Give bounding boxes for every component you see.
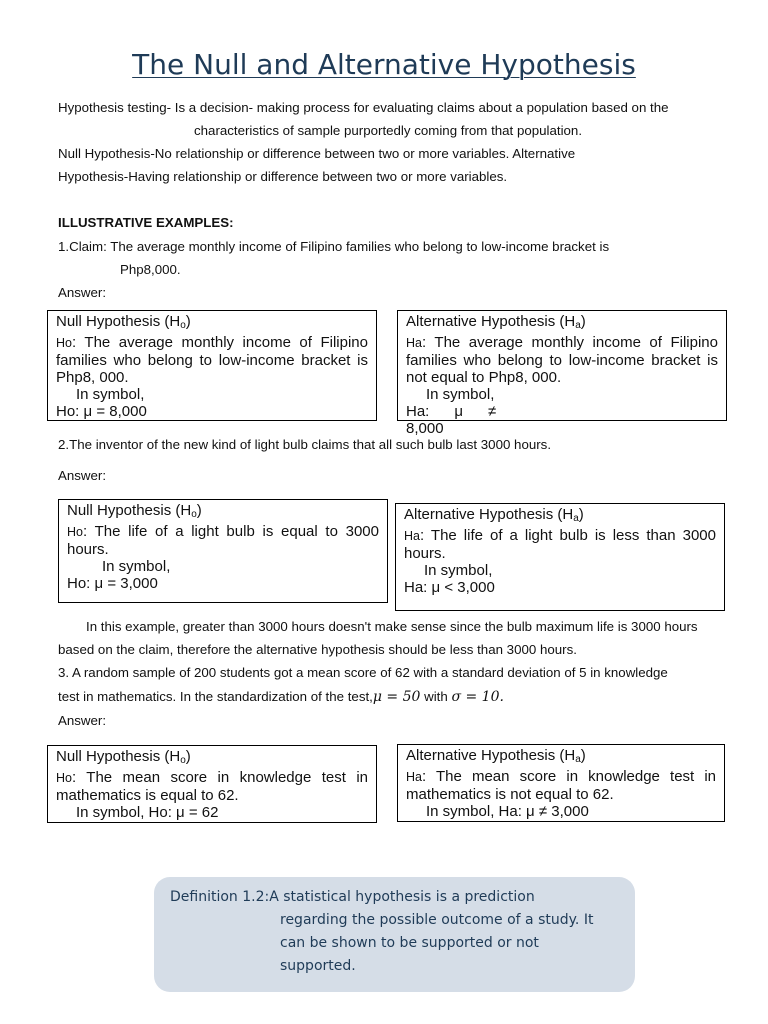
alt-symbol: Ha: μ < 3,000 (404, 579, 495, 596)
alt-heading: Alternative Hypothesis $(H_a)$ (406, 747, 586, 765)
intro-line-2: characteristics of sample purportedly coming from that population. (194, 123, 583, 138)
alt-symbol-cut: 8,000 (406, 420, 444, 437)
definition-box (154, 877, 635, 992)
intro-line-1: Hypothesis testing- Is a decision- making process for evaluating claims about a population based on the (58, 100, 669, 115)
alt-heading: Alternative Hypothesis $(H_a)$ (406, 313, 586, 331)
example2-null-box (58, 499, 388, 603)
example3-claim-line-1: 3. A random sample of 200 students got a mean score of 62 with a standard deviation of 5 in knowledge (58, 665, 668, 680)
example2-explanation-line-2: based on the claim, therefore the alternative hypothesis should be less than 3000 hours. (58, 642, 577, 657)
example1-alt-box (397, 310, 727, 437)
null-body: Ho: The mean score in knowledge test in mathematics is equal to 62. (56, 769, 368, 804)
alt-body: Ha: The average monthly income of Filipino families who belong to low-income bracket is not equal to Php8, 000. (406, 334, 718, 386)
null-heading: Null Hypothesis $(H_o)$ (56, 313, 191, 331)
definition-line-3: can be shown to be supported or not (280, 935, 539, 951)
example1-answer-label: Answer: (58, 285, 107, 300)
alt-body: Ha: The life of a light bulb is less than 3000 hours. (404, 527, 716, 562)
example3-answer-label: Answer: (58, 713, 107, 728)
null-symbol-intro: In symbol, (102, 558, 171, 575)
alt-symbol: Ha: μ ≠ (406, 403, 497, 420)
null-symbol-intro: In symbol, (76, 386, 145, 403)
intro-line-4: Hypothesis-Having relationship or difference between two or more variables. (58, 169, 508, 184)
example2-alt-box (395, 503, 725, 611)
examples-heading: ILLUSTRATIVE EXAMPLES: (58, 215, 234, 230)
example2-answer-label: Answer: (58, 468, 107, 483)
example2-explanation-line-1: In this example, greater than 3000 hours doesn't make sense since the bulb maximum life is 3000 hours (86, 619, 698, 634)
alt-body: Ha: The mean score in knowledge test in mathematics is not equal to 62. (406, 768, 716, 803)
intro-line-3: Null Hypothesis-No relationship or difference between two or more variables. Alternative (58, 146, 576, 161)
example2-claim: 2.The inventor of the new kind of light bulb claims that all such bulb last 3000 hours. (58, 437, 552, 452)
null-body: Ho: The average monthly income of Filipino families who belong to low-income bracket is Php8, 000. (56, 334, 368, 386)
alt-symbol-intro: In symbol, (426, 386, 495, 403)
definition-line-2: regarding the possible outcome of a study. It (280, 912, 594, 928)
sigma-equation: σ = 10. (451, 689, 504, 705)
null-body: Ho: The life of a light bulb is equal to 3000 hours. (67, 523, 379, 558)
definition-lead: Definition 1.2: (170, 889, 270, 905)
null-heading: Null Hypothesis $(H_o)$ (67, 502, 202, 520)
example1-claim-line-1: 1.Claim: The average monthly income of Filipino families who belong to low-income bracket is (58, 239, 610, 254)
example3-null-box (47, 745, 377, 823)
mu-equation: μ = 50 (372, 689, 421, 705)
page-title: The Null and Alternative Hypothesis (132, 48, 636, 81)
alt-symbol: In symbol, Ha: μ ≠ 3,000 (426, 803, 589, 820)
example3-alt-box (397, 744, 725, 822)
null-symbol: Ho: μ = 3,000 (67, 575, 158, 592)
example3-claim-line-2: test in mathematics. In the standardization of the test,μ = 50 with σ = 10. (58, 689, 504, 705)
null-symbol: Ho: μ = 8,000 (56, 403, 147, 420)
example1-claim-line-2: Php8,000. (120, 262, 181, 277)
alt-heading: Alternative Hypothesis $(H_a)$ (404, 506, 584, 524)
definition-line-1: A statistical hypothesis is a prediction (269, 889, 535, 905)
alt-symbol-intro: In symbol, (424, 562, 493, 579)
example1-null-box (47, 310, 377, 421)
null-symbol: In symbol, Ho: μ = 62 (76, 804, 219, 821)
null-heading: Null Hypothesis $(H_o)$ (56, 748, 191, 766)
definition-line-4: supported. (280, 958, 356, 974)
